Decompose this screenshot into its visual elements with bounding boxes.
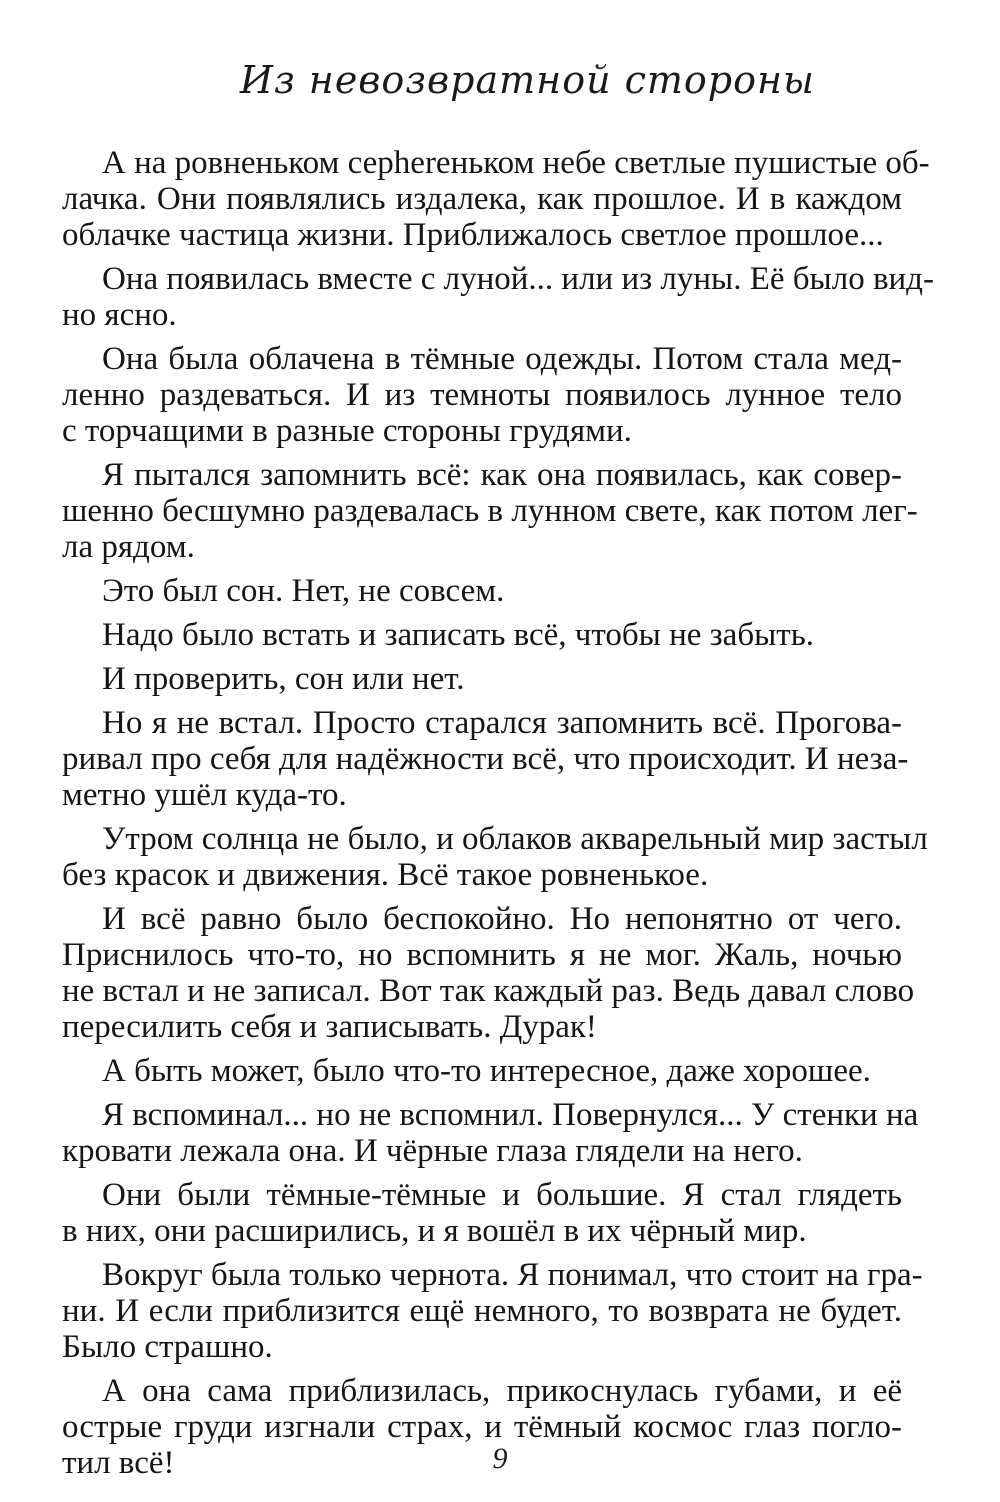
paragraph — [62, 661, 902, 697]
text-line: Я вспоминал... но не вспомнил. Повернулся... У стенки на — [102, 1097, 919, 1133]
paragraph — [62, 1053, 902, 1089]
paragraph — [62, 821, 928, 893]
text-line: Но я не встал. Просто старался запомнить всё. Прогова- — [102, 705, 902, 741]
text-line: Они были тёмные-тёмные и большие. Я стал глядеть — [102, 1177, 902, 1213]
text-line: А быть может, было что-то интересное, даже хорошее. — [102, 1053, 871, 1089]
text-line: Она была облачена в тёмные одежды. Потом стала мед- — [102, 341, 902, 377]
text-line: ривал про себя для надёжности всё, что происходит. И неза- — [62, 741, 909, 777]
running-title: Из невозвратной стороны — [239, 58, 815, 102]
text-line: острые груди изгнали страх, и тёмный космос глаз погло- — [62, 1409, 902, 1445]
text-line: И проверить, сон или нет. — [102, 661, 465, 697]
text-line: Это был сон. Нет, не совсем. — [102, 573, 505, 609]
text-line: Вокруг была только чернота. Я понимал, что стоит на гра- — [102, 1257, 923, 1293]
text-line: Надо было встать и записать всё, чтобы не забыть. — [102, 617, 815, 653]
paragraph — [62, 457, 918, 565]
page-number: 9 — [492, 1442, 508, 1475]
text-line: Утром солнца не было, и облаков акварельный мир застыл — [102, 821, 928, 857]
text-line: тил всё! — [62, 1445, 175, 1481]
text-line: метно ушёл куда-то. — [62, 777, 347, 813]
text-line: А она сама приблизилась, прикоснулась губами, и её — [102, 1373, 902, 1409]
body-text — [62, 145, 934, 1489]
text-line: ленно раздеваться. И из темноты появилось лунное тело — [62, 377, 902, 413]
text-line: в них, они расширились, и я вошёл в их чёрный мир. — [62, 1213, 807, 1249]
paragraph — [62, 617, 902, 653]
paragraph — [62, 261, 934, 333]
paragraph — [62, 901, 915, 1045]
paragraph — [62, 1177, 902, 1249]
paragraph — [62, 145, 930, 253]
text-line: облачке частица жизни. Приближалось светлое прошлое... — [62, 217, 884, 253]
text-line: с торчащими в разные стороны грудями. — [62, 413, 632, 449]
text-line: без красок и движения. Всё такое ровненькое. — [62, 857, 709, 893]
text-line: лачка. Они появлялись издалека, как прошлое. И в каждом — [62, 181, 902, 217]
text-line: пересилить себя и записывать. Дурак! — [62, 1009, 597, 1045]
text-line: но ясно. — [62, 297, 177, 333]
text-line: Я пытался запомнить всё: как она появилась, как совер- — [102, 457, 902, 493]
paragraph — [62, 1097, 919, 1169]
paragraph — [62, 705, 909, 813]
text-line: не встал и не записал. Вот так каждый раз. Ведь давал слово — [62, 973, 915, 1009]
paragraph — [62, 573, 902, 609]
text-line: кровати лежала она. И чёрные глаза глядели на него. — [62, 1133, 803, 1169]
text-line: И всё равно было беспокойно. Но непонятно от чего. — [102, 901, 902, 937]
text-line: ни. И если приблизится ещё немного, то возврата не будет. — [62, 1293, 902, 1329]
text-line: ла рядом. — [62, 529, 195, 565]
text-line: Приснилось что-то, но вспомнить я не мог. Жаль, ночью — [62, 937, 902, 973]
paragraph — [62, 341, 902, 449]
text-line: А на ровненьком серherеньком небе светлые пушистые об- — [102, 145, 930, 181]
text-line: шенно бесшумно раздевалась в лунном свете, как потом лег- — [62, 493, 918, 529]
text-line: Было страшно. — [62, 1329, 273, 1365]
paragraph — [62, 1257, 923, 1365]
text-line: Она появилась вместе с луной... или из луны. Её было вид- — [102, 261, 934, 297]
